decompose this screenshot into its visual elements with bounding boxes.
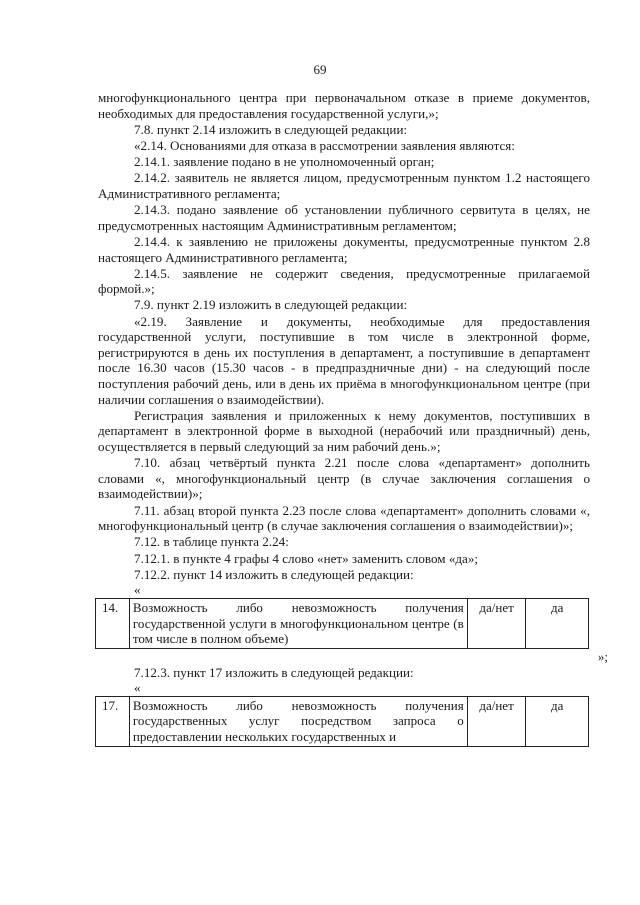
paragraph-list <box>98 90 590 582</box>
paragraph: 2.14.3. подано заявление об установлении публичного сервитута в целях, не предусмотренных настоящим Административным регламентом; <box>98 202 590 233</box>
document-body <box>98 90 608 747</box>
quote-close-mark: »; <box>597 648 608 664</box>
row-column-3: да/нет <box>467 696 526 746</box>
quote-open-mark: « <box>134 582 141 598</box>
table-item-17 <box>95 696 589 747</box>
table-row <box>96 598 589 648</box>
paragraph: Регистрация заявления и приложенных к нему документов, поступивших в департамент в электронной форме в выходной (нерабочий или праздничный) день, осуществляется в первый следующий за ним рабочий день.»; <box>98 407 590 454</box>
paragraph: «2.19. Заявление и документы, необходимые для предоставления государственной услуги, поступившие в том числе в электронной форме, регистрируются в день их поступления в департамент, а поступившие в департамент после 16.30 часов (15.30 часов - в предпраздничные дни) - на следующий после поступления рабочий день, или в день их приёма в многофункциональном центре (при наличии соглашения о взаимодействии). <box>98 313 590 407</box>
paragraph: 7.11. абзац второй пункта 2.23 после слова «департамент» дополнить словами «, многофункциональный центр (в случае заключения соглашения о взаимодействии)»; <box>98 502 590 534</box>
paragraph: «2.14. Основаниями для отказа в рассмотрении заявления являются: <box>134 137 515 153</box>
paragraph: 2.14.1. заявление подано в не уполномоченный орган; <box>134 154 435 170</box>
paragraph: 7.9. пункт 2.19 изложить в следующей редакции: <box>134 297 408 313</box>
row-number: 14. <box>96 598 130 648</box>
paragraph: 7.12.2. пункт 14 изложить в следующей редакции: <box>134 566 414 582</box>
quote-open-mark-2: « <box>134 680 141 696</box>
row-column-3: да/нет <box>467 598 526 648</box>
paragraph: 2.14.2. заявитель не является лицом, предусмотренным пунктом 1.2 настоящего Административного регламента; <box>98 170 590 201</box>
paragraph: 7.12.1. в пункте 4 графы 4 слово «нет» заменить словом «да»; <box>134 550 479 566</box>
row-description: Возможность либо невозможность получения государственных услуг посредством запроса о предоставлении нескольких государственных и <box>129 696 467 746</box>
paragraph: многофункционального центра при первоначальном отказе в приеме документов, необходимых для предоставления государственной услуги,»; <box>98 90 590 121</box>
row-column-4: да <box>526 598 589 648</box>
table-item-14 <box>95 598 589 649</box>
paragraph: 7.8. пункт 2.14 изложить в следующей редакции: <box>134 121 408 137</box>
row-column-4: да <box>526 696 589 746</box>
row-description: Возможность либо невозможность получения государственной услуги в многофункциональном центре (в том числе в полном объеме) <box>129 598 467 648</box>
paragraph: 7.10. абзац четвёртый пункта 2.21 после слова «департамент» дополнить словами «, многофункциональный центр (в случае заключения соглашения о взаимодействии)»; <box>98 455 590 502</box>
page-number: 69 <box>313 62 327 77</box>
paragraph: 7.12. в таблице пункта 2.24: <box>134 534 289 550</box>
paragraph: 2.14.5. заявление не содержит сведения, предусмотренные прилагаемой формой.»; <box>98 265 590 297</box>
quote-close-wrap <box>98 648 608 665</box>
paragraph: 2.14.4. к заявлению не приложены документы, предусмотренные пунктом 2.8 настоящего Административного регламента; <box>98 233 590 265</box>
row-number: 17. <box>96 696 130 746</box>
paragraph-item-17-intro: 7.12.3. пункт 17 изложить в следующей редакции: <box>134 664 414 680</box>
table-row <box>96 696 589 746</box>
